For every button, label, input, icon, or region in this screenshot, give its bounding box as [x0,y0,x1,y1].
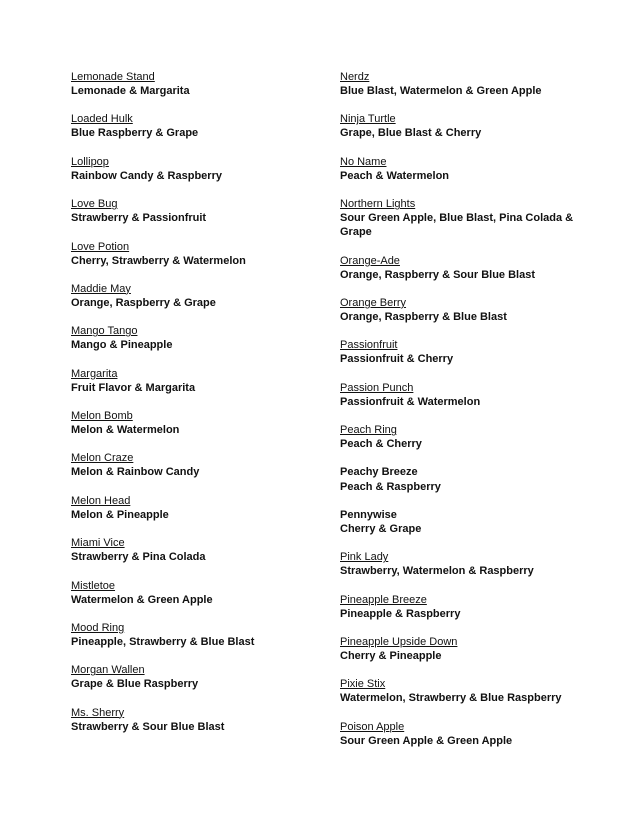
list-item [71,579,321,607]
drink-flavors: Orange, Raspberry & Grape [71,296,216,309]
drink-name: Loaded Hulk [71,113,133,126]
drink-flavors: Melon & Rainbow Candy [71,466,200,479]
list-item [340,70,590,98]
drink-name: Peach Ring [340,424,397,437]
left-column [71,70,321,748]
drink-name: Passionfruit [340,339,398,352]
drink-flavors: Cherry & Grape [340,522,422,535]
drink-flavors: Sour Green Apple, Blue Blast, Pina Colada & Grape [340,212,574,239]
drink-name: Pink Lady [340,551,389,564]
list-item [340,465,590,493]
list-item [71,451,321,479]
drink-flavors: Blue Blast, Watermelon & Green Apple [340,85,542,98]
list-item [340,593,590,621]
list-item [71,282,321,310]
drink-flavors: Pineapple & Raspberry [340,607,461,620]
drink-flavors: Strawberry, Watermelon & Raspberry [340,565,534,578]
drink-flavors: Watermelon & Green Apple [71,593,213,606]
drink-name: Miami Vice [71,537,125,550]
list-item [71,494,321,522]
list-item [340,550,590,578]
drink-flavors: Fruit Flavor & Margarita [71,381,196,394]
list-item [71,409,321,437]
list-item [340,296,590,324]
drink-name: Mistletoe [71,579,116,592]
list-item [340,254,590,282]
drink-name: Pineapple Upside Down [340,635,458,648]
drink-flavors: Mango & Pineapple [71,339,173,352]
right-column [340,70,590,762]
list-item [71,367,321,395]
drink-flavors: Melon & Watermelon [71,424,180,437]
drink-name: Peachy Breeze [340,466,418,479]
list-item [340,423,590,451]
drink-name: Pineapple Breeze [340,593,427,606]
list-item [340,112,590,140]
drink-flavors: Lemonade & Margarita [71,85,190,98]
drink-name: Margarita [71,367,118,380]
drink-flavors: Grape & Blue Raspberry [71,678,199,691]
drink-name: Melon Head [71,494,131,507]
drink-name: Nerdz [340,71,370,83]
drink-flavors: Cherry & Pineapple [340,650,442,663]
list-item [71,197,321,225]
drink-name: No Name [340,155,387,168]
drink-name: Mango Tango [71,325,138,338]
list-item [340,508,590,536]
list-item [71,70,321,98]
drink-flavors: Rainbow Candy & Raspberry [71,169,222,182]
list-item [340,155,590,183]
drink-name: Pixie Stix [340,678,386,691]
drink-name: Melon Bomb [71,410,133,422]
drink-name: Orange Berry [340,296,407,309]
list-item [71,155,321,183]
drink-flavors: Grape, Blue Blast & Cherry [340,127,482,140]
drink-flavors: Peach & Watermelon [340,169,450,182]
drink-flavors: Strawberry & Passionfruit [71,212,207,225]
list-item [71,536,321,564]
list-item [340,720,590,748]
drink-flavors: Orange, Raspberry & Sour Blue Blast [340,268,535,281]
list-item [71,324,321,352]
drink-name: Melon Craze [71,452,134,465]
list-item [71,112,321,140]
drink-name: Orange-Ade [340,254,400,267]
drink-flavors: Passionfruit & Watermelon [340,395,481,408]
drink-flavors: Cherry, Strawberry & Watermelon [71,254,246,267]
drink-flavors: Passionfruit & Cherry [340,353,454,366]
list-item [340,677,590,705]
drink-name: Passion Punch [340,381,414,394]
list-item [340,197,590,239]
list-item [340,338,590,366]
drink-flavors: Watermelon, Strawberry & Blue Raspberry [340,692,562,705]
drink-name: Love Potion [71,240,130,253]
drink-name: Maddie May [71,282,131,295]
drink-flavors: Sour Green Apple & Green Apple [340,734,513,747]
list-item [71,706,321,734]
drink-name: Lollipop [71,155,109,168]
list-item [340,635,590,663]
drink-flavors: Strawberry & Pina Colada [71,551,206,564]
drink-name: Love Bug [71,198,118,211]
drink-flavors: Peach & Cherry [340,438,422,451]
drink-name: Morgan Wallen [71,664,145,677]
drink-name: Ninja Turtle [340,113,396,126]
list-item [71,663,321,691]
drink-flavors: Melon & Pineapple [71,508,169,521]
drink-name: Pennywise [340,508,397,521]
list-item [71,240,321,268]
drink-flavors: Blue Raspberry & Grape [71,127,199,140]
drink-flavors: Orange, Raspberry & Blue Blast [340,311,507,324]
drink-name: Ms. Sherry [71,706,125,719]
list-item [71,621,321,649]
drink-flavors: Strawberry & Sour Blue Blast [71,720,225,733]
drink-name: Lemonade Stand [71,71,155,83]
drink-name: Mood Ring [71,621,125,634]
drink-flavors: Peach & Raspberry [340,480,441,493]
drink-flavors: Pineapple, Strawberry & Blue Blast [71,635,255,648]
list-item [340,381,590,409]
drink-name: Poison Apple [340,720,405,733]
drink-name: Northern Lights [340,198,416,211]
